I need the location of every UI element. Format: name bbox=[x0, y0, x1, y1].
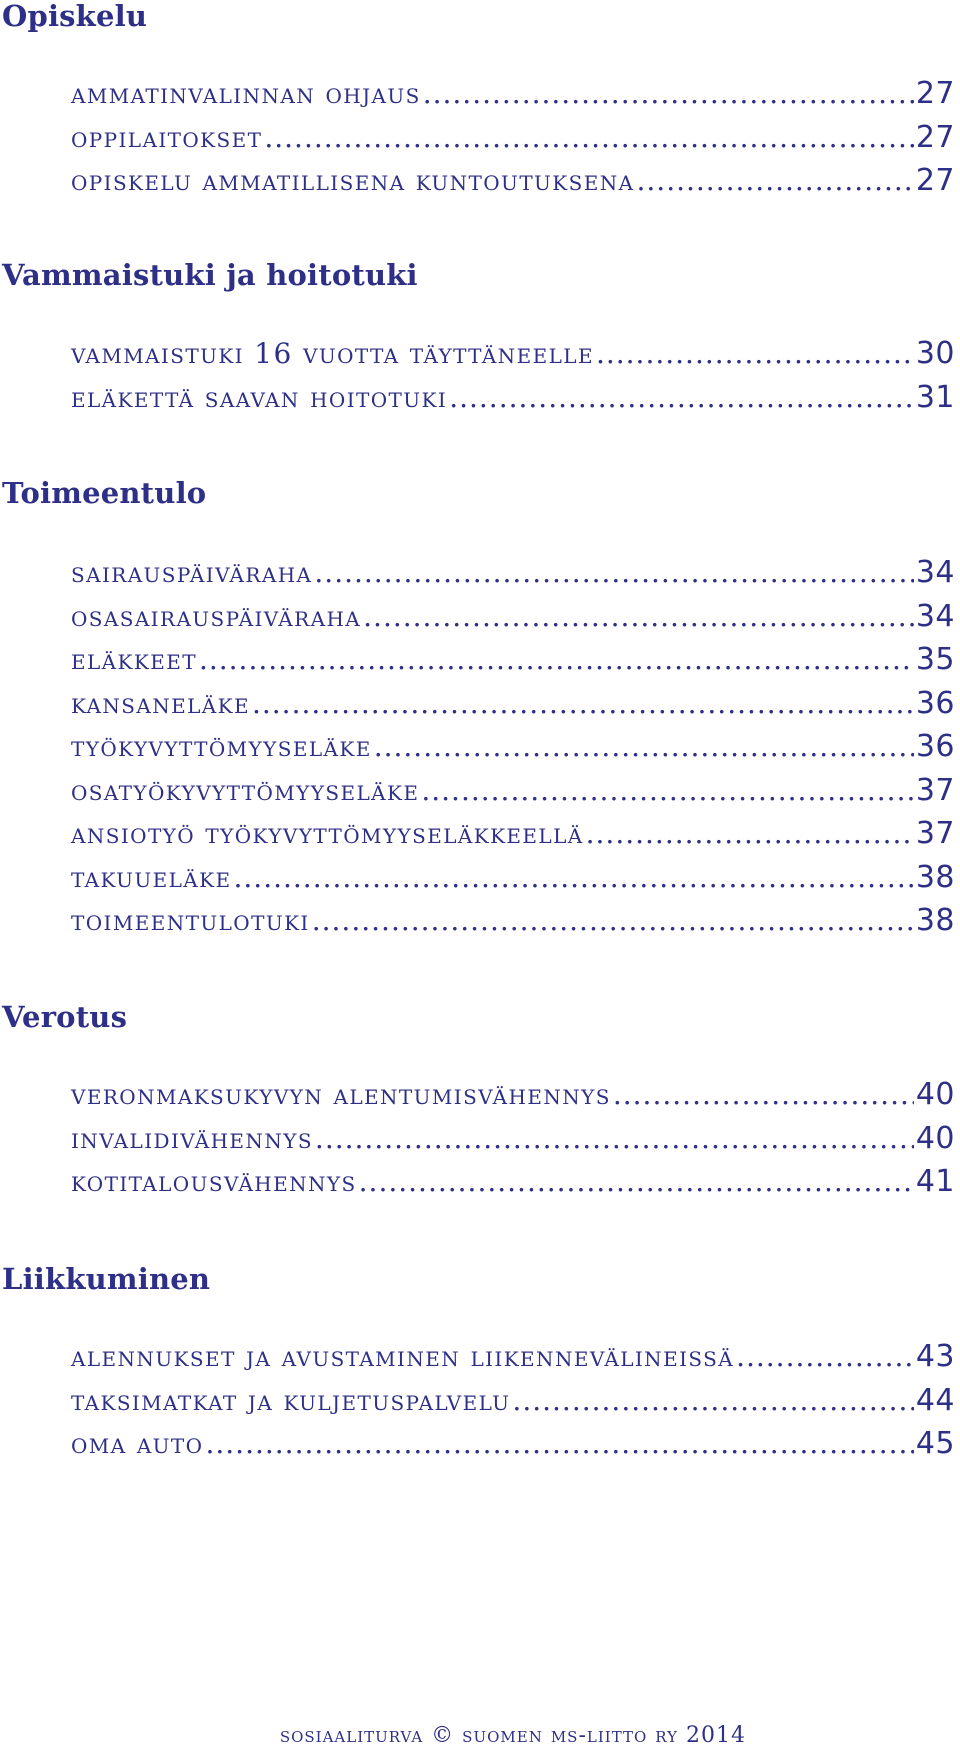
toc-entry[interactable] bbox=[71, 1073, 955, 1117]
dot-leader bbox=[374, 725, 914, 769]
toc-entry-page: 27 bbox=[915, 76, 955, 111]
toc-entry[interactable] bbox=[71, 551, 955, 595]
section-title-opiskelu: Opiskelu bbox=[2, 0, 148, 33]
toc-entry-label: oppilaitokset bbox=[71, 120, 263, 154]
toc-entry-page: 27 bbox=[915, 163, 955, 198]
dot-leader bbox=[234, 856, 914, 900]
toc-entry-page: 36 bbox=[915, 685, 955, 721]
toc-entry-page: 43 bbox=[915, 1339, 955, 1374]
section-entries-toimeentulo bbox=[0, 551, 955, 943]
toc-entry-label: eläkkeet bbox=[71, 643, 197, 676]
toc-entry-page: 34 bbox=[915, 598, 955, 634]
dot-leader bbox=[613, 1073, 914, 1117]
dot-leader bbox=[205, 1422, 913, 1466]
toc-entry-page: 35 bbox=[915, 642, 955, 677]
toc-entry-page: 27 bbox=[915, 119, 955, 155]
toc-entry[interactable] bbox=[71, 899, 955, 943]
dot-leader bbox=[315, 1117, 914, 1161]
toc-entry[interactable] bbox=[71, 1117, 955, 1161]
toc-entry[interactable] bbox=[71, 1379, 955, 1423]
toc-entry[interactable] bbox=[71, 159, 955, 203]
dot-leader bbox=[512, 1379, 913, 1423]
toc-entry-label: ansiotyö työkyvyttömyyseläkkeellä bbox=[71, 817, 584, 850]
toc-entry-label: opiskelu ammatillisena kuntoutuksena bbox=[71, 164, 635, 197]
dot-leader bbox=[449, 376, 914, 420]
toc-entry-page: 36 bbox=[915, 729, 955, 764]
dot-leader bbox=[586, 812, 914, 856]
dot-leader bbox=[423, 72, 914, 116]
toc-entry-page: 38 bbox=[915, 903, 955, 938]
toc-entry[interactable] bbox=[71, 725, 955, 769]
dot-leader bbox=[312, 899, 914, 943]
dot-leader bbox=[596, 332, 914, 376]
toc-entry-page: 40 bbox=[915, 1120, 955, 1156]
dot-leader bbox=[363, 595, 914, 639]
toc-entry-page: 41 bbox=[915, 1164, 955, 1199]
toc-entry-label: oma auto bbox=[71, 1427, 204, 1460]
toc-entry-label: työkyvyttömyyseläke bbox=[71, 730, 372, 763]
toc-entry-label: kotitalousvähennys bbox=[71, 1165, 357, 1198]
toc-entry[interactable] bbox=[71, 812, 955, 856]
toc-entry-page: 31 bbox=[915, 379, 955, 415]
toc-entry-page: 44 bbox=[915, 1382, 955, 1418]
toc-entry-label: osasairauspäiväraha bbox=[71, 599, 362, 633]
toc-entry-label: vammaistuki 16 vuotta täyttäneelle bbox=[71, 337, 594, 370]
toc-entry-label: takuueläke bbox=[71, 860, 232, 894]
dot-leader bbox=[264, 116, 913, 160]
section-title-liikkuminen: Liikkuminen bbox=[2, 1262, 211, 1296]
section-entries-vammaistuki bbox=[0, 332, 955, 419]
toc-entry[interactable] bbox=[71, 682, 955, 726]
section-entries-opiskelu bbox=[0, 72, 955, 203]
toc-entry[interactable] bbox=[71, 72, 955, 116]
toc-entry-label: eläkettä saavan hoitotuki bbox=[71, 380, 448, 414]
page-footer: sosiaaliturva © suomen ms-liitto ry 2014 bbox=[279, 1723, 746, 1748]
toc-entry-label: ammatinvalinnan ohjaus bbox=[71, 77, 421, 110]
toc-entry-page: 37 bbox=[915, 772, 955, 808]
toc-entry[interactable] bbox=[71, 1335, 955, 1379]
toc-entry-label: alennukset ja avustaminen liikennevälineissä bbox=[71, 1340, 735, 1373]
toc-entry-label: kansaneläke bbox=[71, 686, 250, 720]
dot-leader bbox=[736, 1335, 914, 1379]
toc-entry-page: 37 bbox=[915, 816, 955, 851]
toc-entry-label: toimeentulotuki bbox=[71, 904, 310, 937]
dot-leader bbox=[637, 159, 914, 203]
toc-entry-page: 34 bbox=[915, 555, 955, 590]
toc-entry[interactable] bbox=[71, 856, 955, 900]
dot-leader bbox=[359, 1160, 914, 1204]
toc-entry[interactable] bbox=[71, 116, 955, 160]
section-title-vammaistuki: Vammaistuki ja hoitotuki bbox=[2, 258, 418, 292]
toc-entry[interactable] bbox=[71, 769, 955, 813]
section-entries-verotus bbox=[0, 1073, 955, 1204]
dot-leader bbox=[252, 682, 914, 726]
toc-entry[interactable] bbox=[71, 332, 955, 376]
dot-leader bbox=[314, 551, 913, 595]
toc-entry[interactable] bbox=[71, 638, 955, 682]
toc-entry-label: sairauspäiväraha bbox=[71, 556, 313, 589]
toc-entry-page: 30 bbox=[915, 336, 955, 371]
toc-entry-page: 45 bbox=[915, 1426, 955, 1461]
section-entries-liikkuminen bbox=[0, 1335, 955, 1466]
toc-entry[interactable] bbox=[71, 1422, 955, 1466]
toc-entry-label: taksimatkat ja kuljetuspalvelu bbox=[71, 1383, 511, 1417]
section-title-toimeentulo: Toimeentulo bbox=[2, 476, 207, 510]
toc-entry-label: veronmaksukyvyn alentumisvähennys bbox=[71, 1078, 611, 1111]
toc-entry-page: 38 bbox=[915, 859, 955, 895]
toc-entry[interactable] bbox=[71, 1160, 955, 1204]
toc-entry[interactable] bbox=[71, 595, 955, 639]
section-title-verotus: Verotus bbox=[2, 1000, 128, 1034]
toc-entry-label: invalidivähennys bbox=[71, 1121, 313, 1155]
toc-entry-label: osatyökyvyttömyyseläke bbox=[71, 773, 420, 807]
toc-entry-page: 40 bbox=[915, 1077, 955, 1112]
dot-leader bbox=[421, 769, 913, 813]
toc-entry[interactable] bbox=[71, 376, 955, 420]
dot-leader bbox=[199, 638, 914, 682]
